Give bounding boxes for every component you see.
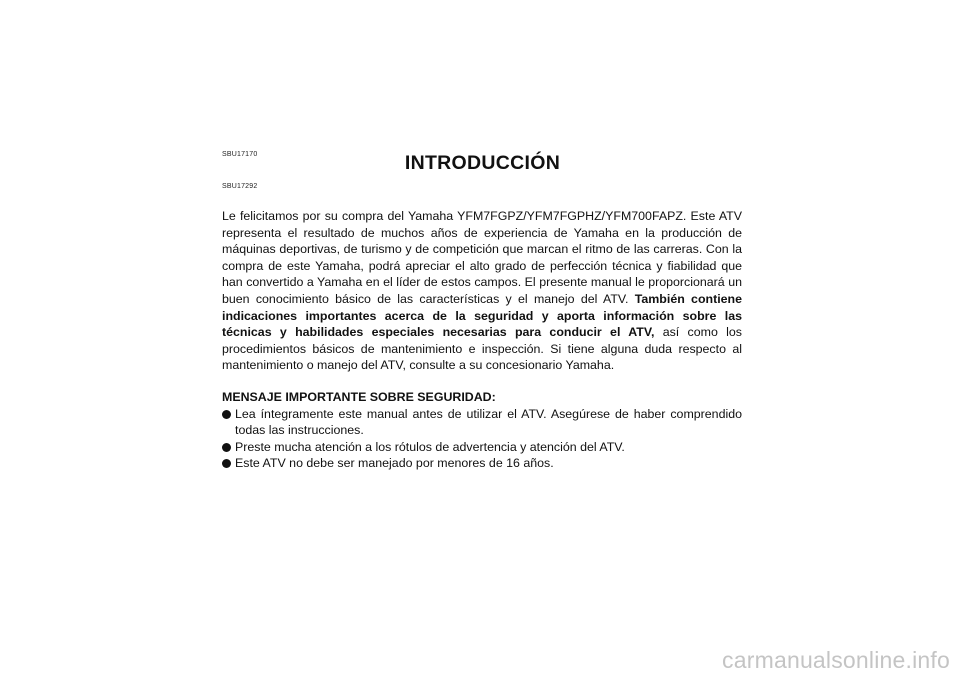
bullet-icon (222, 410, 231, 419)
list-item (222, 439, 742, 456)
intro-text-part-2: así como los procedimientos básicos de mantenimiento e inspección. Si tiene alguna duda respecto al mantenimiento o manejo del ATV, consulte a su concesionario Yamaha. (222, 325, 742, 373)
safety-heading: MENSAJE IMPORTANTE SOBRE SEGURIDAD: (222, 389, 496, 404)
safety-list (222, 406, 742, 472)
introduction-body (222, 208, 742, 472)
safety-item-text: Preste mucha atención a los rótulos de advertencia y atención del ATV. (235, 439, 625, 454)
bullet-icon (222, 443, 231, 452)
paragraph-code: SBU17292 (222, 183, 258, 190)
intro-paragraph (222, 208, 742, 374)
watermark-text: carmanualsonline.info (722, 647, 950, 673)
section-code: SBU17170 (222, 151, 258, 158)
safety-item-text: Este ATV no debe ser manejado por menores de 16 años. (235, 456, 554, 471)
intro-bold-text: También contiene indicaciones importantes acerca de la seguridad y aporta información sobre las técnicas y habilidades especiales necesarias para conducir el ATV, (222, 291, 743, 340)
bullet-icon (222, 459, 231, 468)
intro-text-part-1: Le felicitamos por su compra del Yamaha YFM7FGPZ/YFM7FGPHZ/YFM700FAPZ. Este ATV representa el resultado de muchos años de experiencia de Yamaha en la producción de máquinas deportivas, de turismo y de competición que marcan el ritmo de las carreras. Con la compra de este Yamaha, podrá apreciar el alto grado de perfección técnica y fiabilidad que han convertido a Yamaha en el líder de estos campos. El presente manual le proporcionará un buen conocimiento básico de las características y el manejo del ATV. (222, 209, 742, 306)
list-item (222, 455, 742, 472)
safety-item-text: Lea íntegramente este manual antes de utilizar el ATV. Asegúrese de haber comprendido todas las instrucciones. (235, 406, 742, 438)
page-title: INTRODUCCIÓN (404, 152, 561, 174)
list-item (222, 406, 742, 439)
